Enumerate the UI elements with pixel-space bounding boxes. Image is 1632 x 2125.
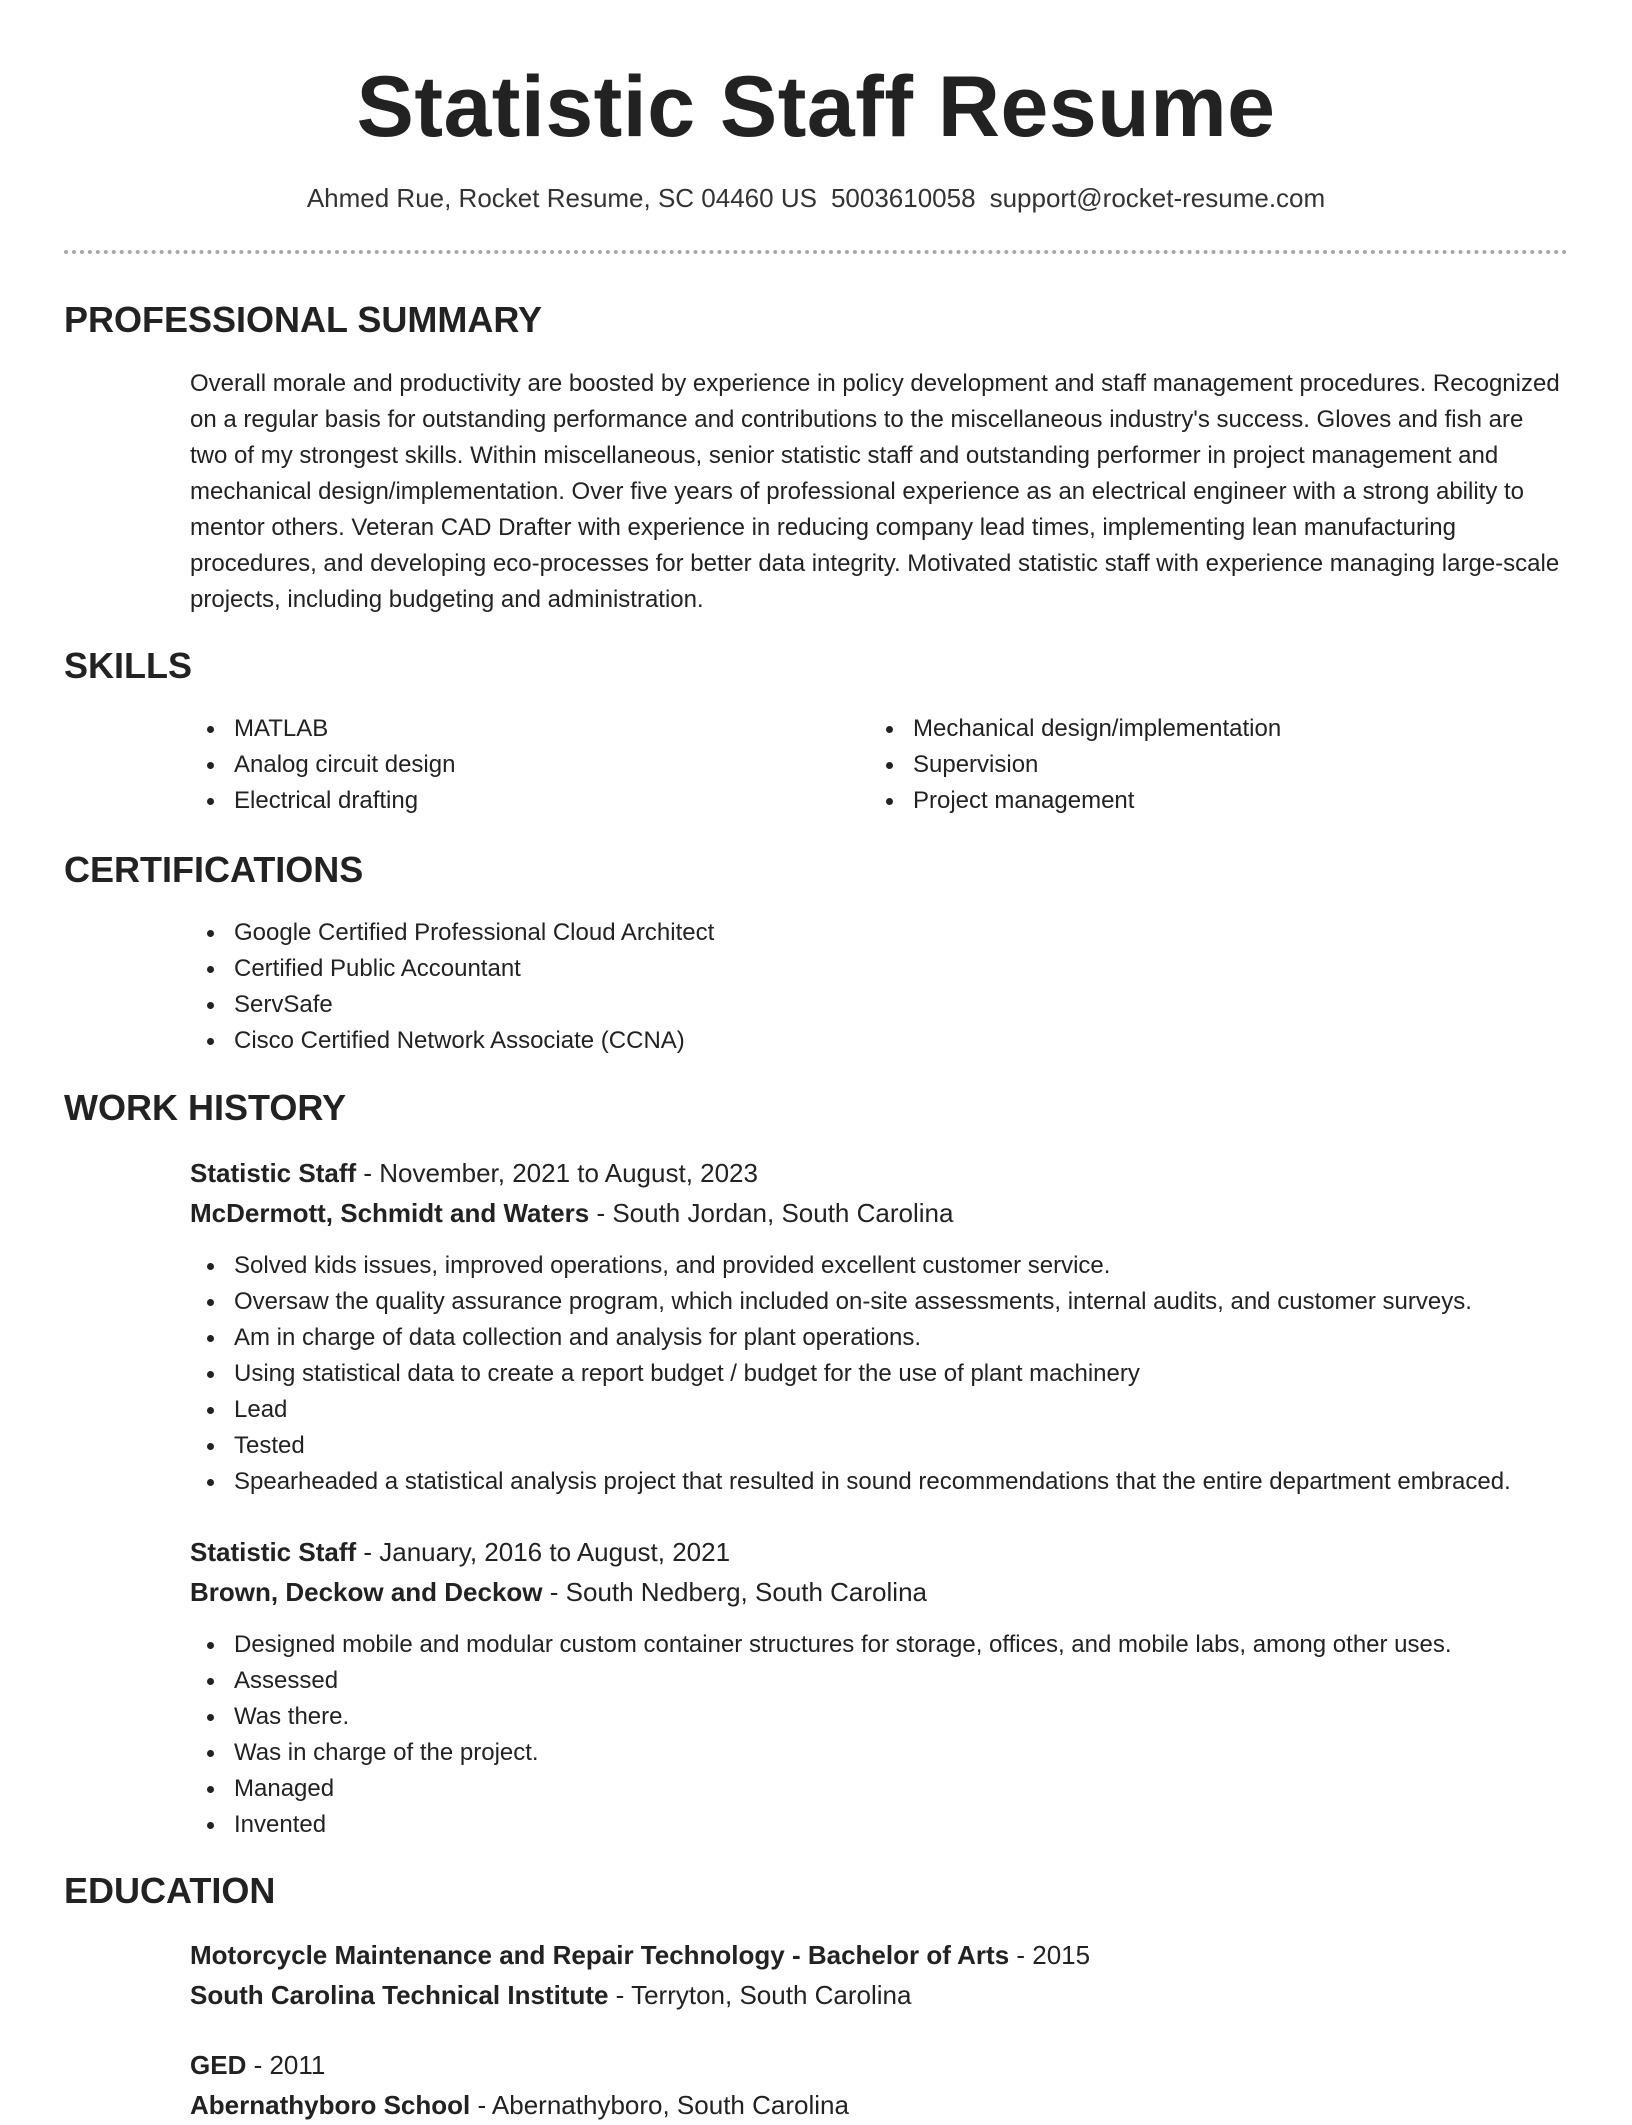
education-degree: GED: [190, 2050, 247, 2080]
job-dates: - November, 2021 to August, 2023: [356, 1158, 758, 1188]
skill-item: Electrical drafting: [190, 783, 830, 819]
job-title: Statistic Staff: [190, 1537, 357, 1567]
certification-item: ServSafe: [190, 987, 1590, 1023]
job-bullet: Am in charge of data collection and analysis for plant operations.: [190, 1320, 1590, 1356]
skills-list-right: [869, 711, 1509, 819]
contact-address: Ahmed Rue, Rocket Resume, SC 04460 US: [306, 183, 817, 213]
job-company: McDermott, Schmidt and Waters: [190, 1198, 590, 1228]
job-bullet: Oversaw the quality assurance program, which included on-site assessments, internal audits, and customer surveys.: [190, 1284, 1590, 1320]
skills-heading: SKILLS: [64, 645, 193, 686]
education-year: - 2011: [246, 2050, 326, 2080]
education-entry: [190, 1935, 1590, 2015]
education-school: Abernathyboro School: [190, 2090, 471, 2120]
contact-phone: 5003610058: [830, 183, 976, 213]
skill-item: Project management: [869, 783, 1509, 819]
job-bullet: Was there.: [190, 1699, 1590, 1735]
job-location: - South Nedberg, South Carolina: [542, 1577, 927, 1607]
certification-item: Cisco Certified Network Associate (CCNA): [190, 1023, 1590, 1059]
education-school-line: [190, 1975, 1590, 2015]
job-bullet: Managed: [190, 1771, 1590, 1807]
job-title-line: [190, 1532, 1590, 1572]
certification-item: Certified Public Accountant: [190, 951, 1590, 987]
education-degree: Motorcycle Maintenance and Repair Technology - Bachelor of Arts: [190, 1940, 1010, 1970]
summary-heading: PROFESSIONAL SUMMARY: [64, 299, 543, 340]
job-company-line: [190, 1193, 1590, 1233]
job-title-line: [190, 1153, 1590, 1193]
education-degree-line: [190, 1935, 1590, 1975]
education-location: - Terryton, South Carolina: [608, 1980, 912, 2010]
education-degree-line: [190, 2045, 1590, 2085]
job-entry: [190, 1532, 1590, 1612]
skill-item: Mechanical design/implementation: [869, 711, 1509, 747]
skill-item: MATLAB: [190, 711, 830, 747]
job-title: Statistic Staff: [190, 1158, 357, 1188]
job-bullet: Solved kids issues, improved operations, and provided excellent customer service.: [190, 1248, 1590, 1284]
summary-text: Overall morale and productivity are boosted by experience in policy development and staff management procedures. Recognized on a regular basis for outstanding performance and contributions to the miscellaneous industry's success. Gloves and fish are two of my strongest skills. Within miscellaneous, senior statistic staff and outstanding performer in project management and mechanical design/implementation. Over five years of professional experience as an electrical engineer with a strong ability to mentor others. Veteran CAD Drafter with experience in reducing company lead times, implementing lean manufacturing procedures, and developing eco-processes for better data integrity. Motivated statistic staff with experience managing large-scale projects, including budgeting and administration.: [190, 370, 1560, 613]
education-entry: [190, 2045, 1590, 2125]
certifications-heading: CERTIFICATIONS: [64, 849, 364, 890]
header-divider: [64, 250, 1568, 254]
job-bullet: Tested: [190, 1428, 1590, 1464]
education-year: - 2015: [1009, 1940, 1091, 1970]
certification-item: Google Certified Professional Cloud Architect: [190, 915, 1590, 951]
job-company-line: [190, 1572, 1590, 1612]
job-dates: - January, 2016 to August, 2021: [356, 1537, 731, 1567]
contact-email: support@rocket-resume.com: [989, 183, 1326, 213]
job-location: - South Jordan, South Carolina: [589, 1198, 954, 1228]
education-school-line: [190, 2085, 1590, 2125]
job-bullet: Spearheaded a statistical analysis project that resulted in sound recommendations that the entire department embraced.: [190, 1464, 1590, 1500]
job-company: Brown, Deckow and Deckow: [190, 1577, 543, 1607]
job-bullet: Lead: [190, 1392, 1590, 1428]
education-school: South Carolina Technical Institute: [190, 1980, 609, 2010]
education-heading: EDUCATION: [64, 1870, 276, 1911]
certifications-list: [190, 915, 1590, 1059]
job-bullet: Designed mobile and modular custom container structures for storage, offices, and mobile labs, among other uses.: [190, 1627, 1590, 1663]
contact-line: [0, 180, 1632, 216]
job-bullet: Invented: [190, 1807, 1590, 1843]
skills-list-left: [190, 711, 830, 819]
job-bullet: Using statistical data to create a report budget / budget for the use of plant machinery: [190, 1356, 1590, 1392]
job-entry: [190, 1153, 1590, 1233]
job-bullet: Was in charge of the project.: [190, 1735, 1590, 1771]
job-bullet: Assessed: [190, 1663, 1590, 1699]
work-history-heading: WORK HISTORY: [64, 1087, 347, 1128]
skill-item: Supervision: [869, 747, 1509, 783]
job-bullets: [190, 1627, 1590, 1843]
job-bullets: [190, 1248, 1590, 1500]
skill-item: Analog circuit design: [190, 747, 830, 783]
page-title: Statistic Staff Resume: [356, 59, 1276, 155]
education-location: - Abernathyboro, South Carolina: [470, 2090, 849, 2120]
